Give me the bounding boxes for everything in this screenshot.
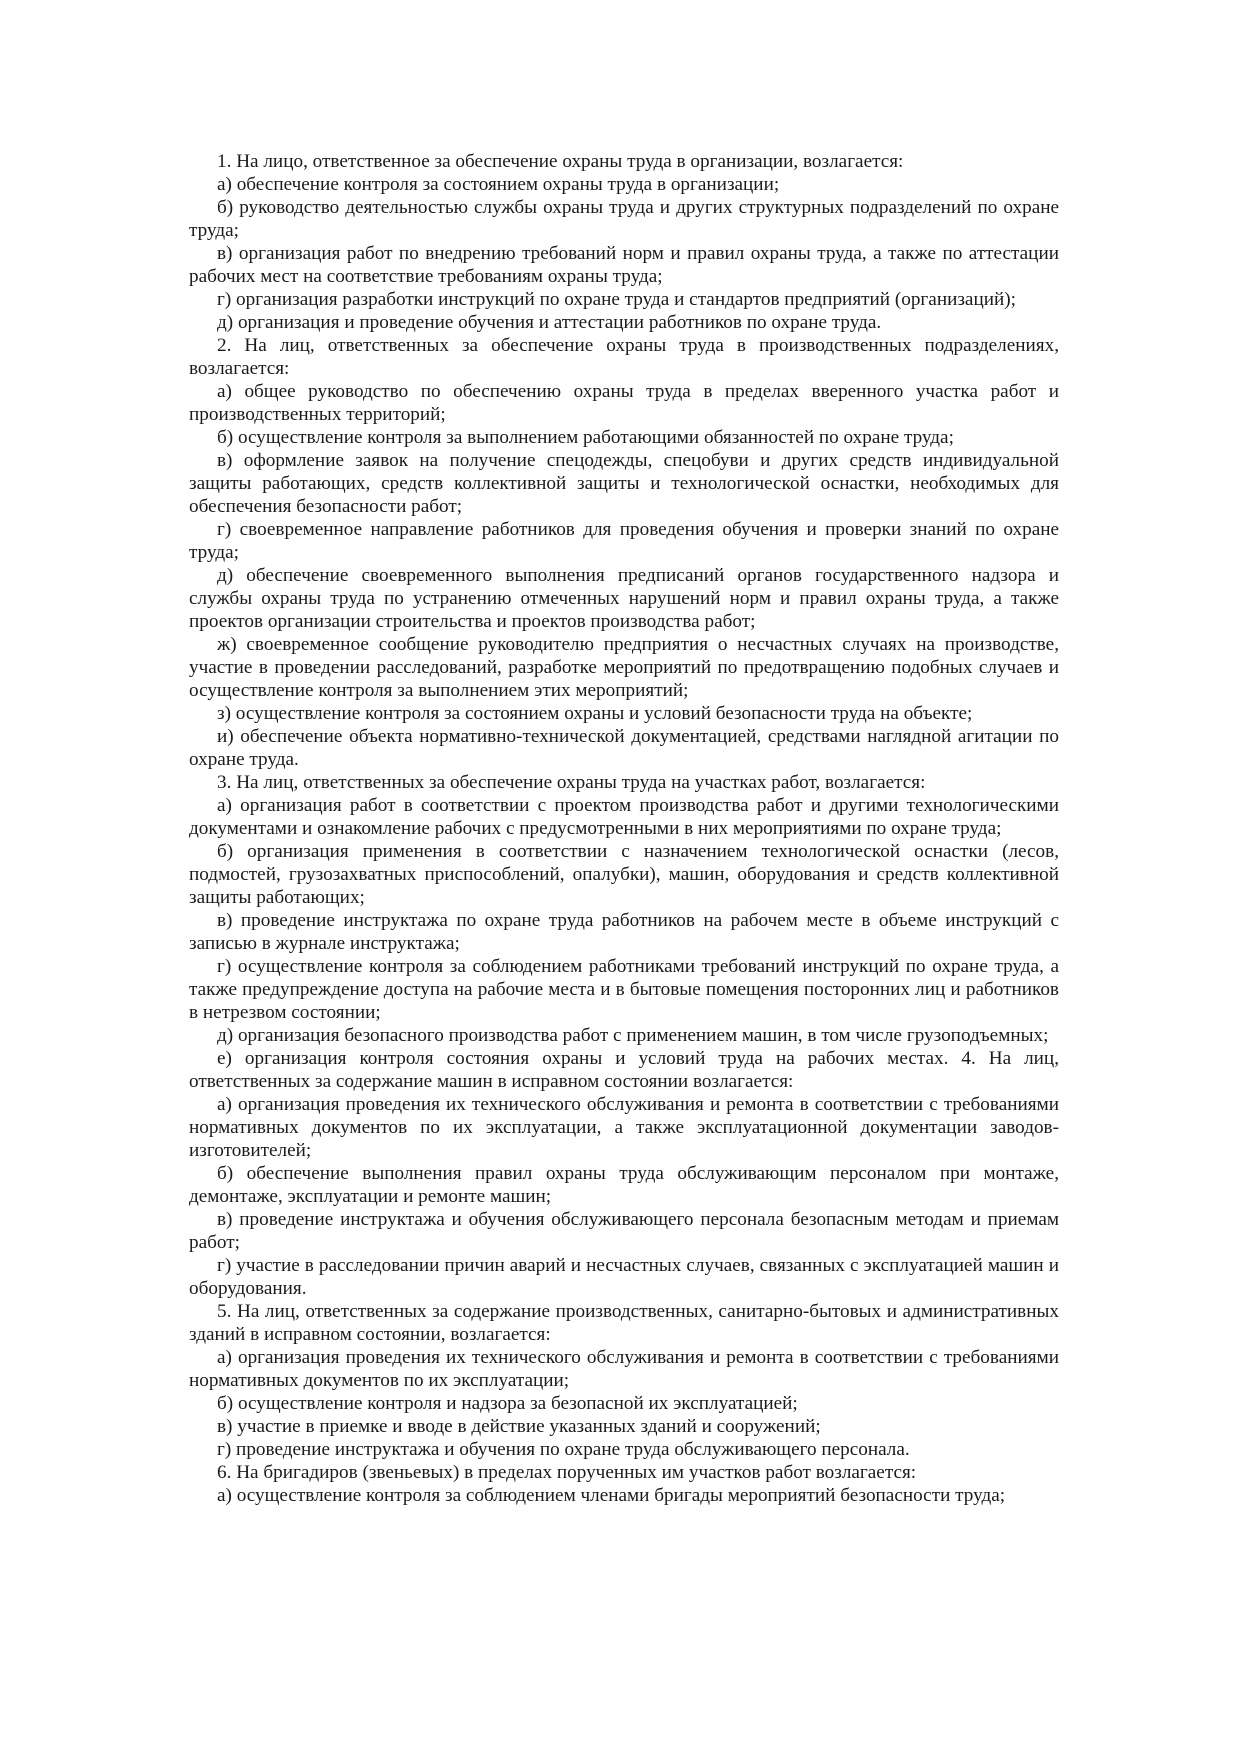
paragraph-4g: г) участие в расследовании причин аварий и несчастных случаев, связанных с эксплуатацией машин и оборудования.	[189, 1255, 1059, 1299]
paragraph-4b: б) обеспечение выполнения правил охраны труда обслуживающим персоналом при монтаже, демонтаже, эксплуатации и ремонте машин;	[189, 1163, 1059, 1207]
paragraph-3e-4: е) организация контроля состояния охраны и условий труда на рабочих местах. 4. На лиц, ответственных за содержание машин в исправном состоянии возлагается:	[189, 1048, 1059, 1092]
paragraph-3: 3. На лиц, ответственных за обеспечение охраны труда на участках работ, возлагается:	[217, 772, 926, 793]
paragraph-4a: а) организация проведения их технического обслуживания и ремонта в соответствии с требованиями нормативных документов по их эксплуатации, а также эксплуатационной документации заводов-изготовителей;	[189, 1094, 1059, 1161]
paragraph-2b: б) осуществление контроля за выполнением работающими обязанностей по охране труда;	[217, 427, 954, 448]
paragraph-4v: в) проведение инструктажа и обучения обслуживающего персонала безопасным методам и приемам работ;	[189, 1209, 1059, 1253]
paragraph-2v: в) оформление заявок на получение спецодежды, спецобуви и других средств индивидуальной защиты работающих, средств коллективной защиты и технологической оснастки, необходимых для обеспечения безопасности работ;	[189, 450, 1059, 517]
paragraph-2: 2. На лиц, ответственных за обеспечение охраны труда в производственных подразделениях, возлагается:	[189, 335, 1059, 379]
document-page	[189, 150, 1059, 1507]
paragraph-5v: в) участие в приемке и вводе в действие указанных зданий и сооружений;	[217, 1416, 821, 1437]
paragraph-3v: в) проведение инструктажа по охране труда работников на рабочем месте в объеме инструкций с записью в журнале инструктажа;	[189, 910, 1059, 954]
paragraph-3d: д) организация безопасного производства работ с применением машин, в том числе грузоподъемных;	[217, 1025, 1049, 1046]
paragraph-2g: г) своевременное направление работников для проведения обучения и проверки знаний по охране труда;	[189, 519, 1059, 563]
paragraph-2z: з) осуществление контроля за состоянием охраны и условий безопасности труда на объекте;	[217, 703, 973, 724]
paragraph-1b: б) руководство деятельностью службы охраны труда и других структурных подразделений по охране труда;	[189, 197, 1059, 241]
paragraph-1d: д) организация и проведение обучения и аттестации работников по охране труда.	[217, 312, 882, 333]
paragraph-2a: а) общее руководство по обеспечению охраны труда в пределах вверенного участка работ и производственных территорий;	[189, 381, 1059, 425]
paragraph-1a: а) обеспечение контроля за состоянием охраны труда в организации;	[217, 174, 780, 195]
paragraph-1v: в) организация работ по внедрению требований норм и правил охраны труда, а также по аттестации рабочих мест на соответствие требованиям охраны труда;	[189, 243, 1059, 287]
paragraph-6: 6. На бригадиров (звеньевых) в пределах порученных им участков работ возлагается:	[217, 1462, 917, 1483]
paragraph-6a: а) осуществление контроля за соблюдением членами бригады мероприятий безопасности труда;	[217, 1485, 1006, 1506]
paragraph-5: 5. На лиц, ответственных за содержание производственных, санитарно-бытовых и административных зданий в исправном состоянии, возлагается:	[189, 1301, 1059, 1345]
paragraph-2d: д) обеспечение своевременного выполнения предписаний органов государственного надзора и службы охраны труда по устранению отмеченных нарушений норм и правил охраны труда, а также проектов организации строительства и проектов производства работ;	[189, 565, 1059, 632]
paragraph-5g: г) проведение инструктажа и обучения по охране труда обслуживающего персонала.	[217, 1439, 910, 1460]
paragraph-5a: а) организация проведения их технического обслуживания и ремонта в соответствии с требованиями нормативных документов по их эксплуатации;	[189, 1347, 1059, 1391]
paragraph-3a: а) организация работ в соответствии с проектом производства работ и другими технологическими документами и ознакомление рабочих с предусмотренными в них мероприятиями по охране труда;	[189, 795, 1059, 839]
paragraph-5b: б) осуществление контроля и надзора за безопасной их эксплуатацией;	[217, 1393, 798, 1414]
paragraph-3g: г) осуществление контроля за соблюдением работниками требований инструкций по охране труда, а также предупреждение доступа на рабочие места и в бытовые помещения посторонних лиц и работников в нетрезвом состоянии;	[189, 956, 1059, 1023]
paragraph-2i: и) обеспечение объекта нормативно-технической документацией, средствами наглядной агитации по охране труда.	[189, 726, 1059, 770]
paragraph-1g: г) организация разработки инструкций по охране труда и стандартов предприятий (организаций);	[217, 289, 1016, 310]
paragraph-2zh: ж) своевременное сообщение руководителю предприятия о несчастных случаях на производстве, участие в проведении расследований, разработке мероприятий по предотвращению подобных случаев и осуществление контроля за выполнением этих мероприятий;	[189, 634, 1059, 701]
paragraph-1: 1. На лицо, ответственное за обеспечение охраны труда в организации, возлагается:	[217, 151, 904, 172]
paragraph-3b: б) организация применения в соответствии с назначением технологической оснастки (лесов, подмостей, грузозахватных приспособлений, опалубки), машин, оборудования и средств коллективной защиты работающих;	[189, 841, 1059, 908]
